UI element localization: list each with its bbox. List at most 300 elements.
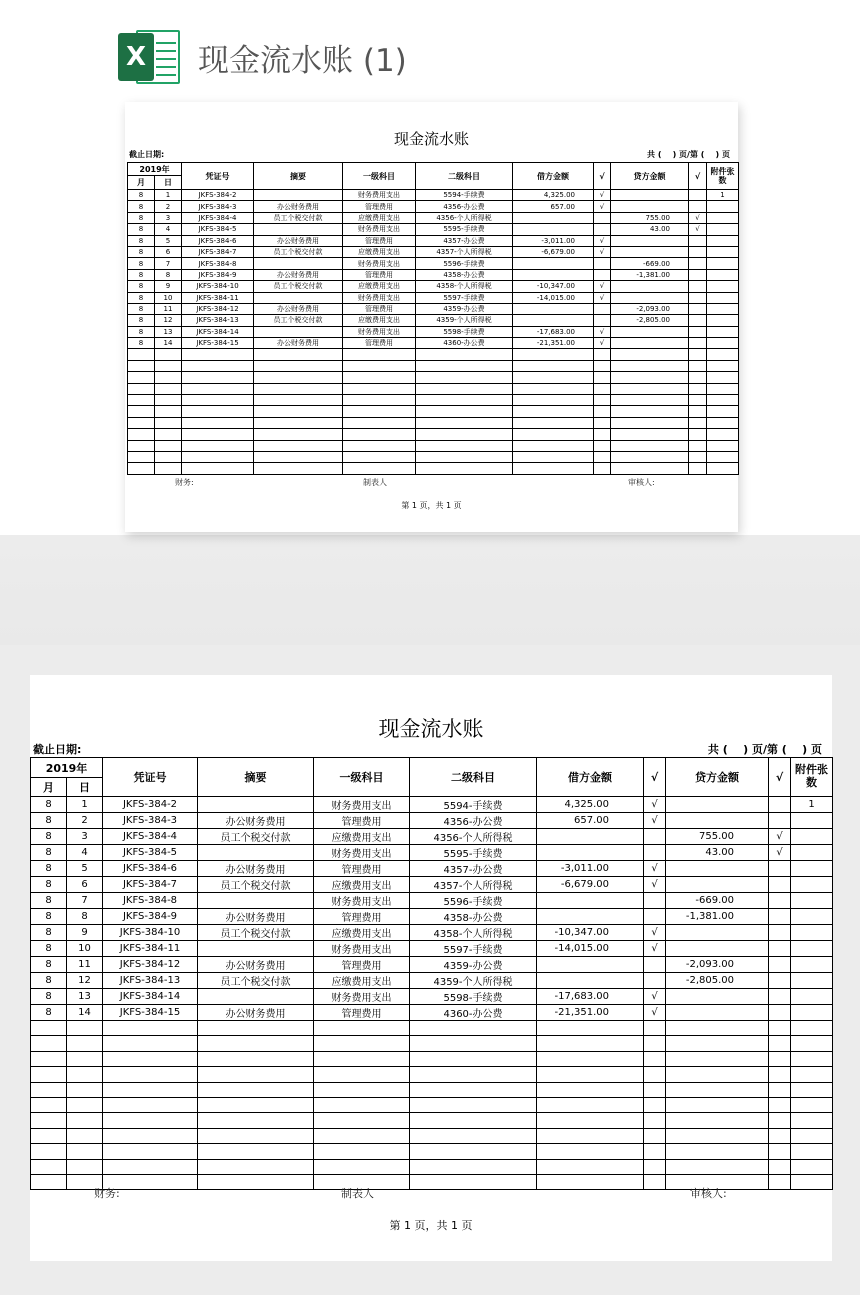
header-year: 2019年 [31, 758, 103, 778]
cutoff-date-label: 截止日期: [129, 150, 165, 159]
cell-summary: 办公财务费用 [254, 303, 343, 314]
cell-voucher: JKFS-384-11 [182, 292, 254, 303]
cell-level2: 4357-办公费 [410, 861, 537, 877]
blank-row [128, 440, 739, 451]
cell-empty [314, 1113, 410, 1128]
cell-level1: 管理费用 [314, 909, 410, 925]
cell-check2 [689, 201, 707, 212]
cell-voucher: JKFS-384-7 [103, 877, 198, 893]
cell-empty [513, 406, 594, 417]
cell-check1 [594, 303, 611, 314]
cell-check1: √ [644, 813, 666, 829]
cell-summary [254, 224, 343, 235]
cell-credit [666, 877, 769, 893]
cell-credit [611, 338, 689, 349]
table-row [31, 845, 833, 861]
cell-empty [128, 383, 155, 394]
cell-day: 14 [155, 338, 182, 349]
cell-empty [707, 406, 739, 417]
cell-empty [254, 429, 343, 440]
excel-icon: X [118, 27, 182, 87]
cell-day: 3 [155, 212, 182, 223]
cell-attach [707, 235, 739, 246]
cell-empty [31, 1097, 67, 1112]
cell-empty [791, 1067, 833, 1082]
cell-attach [707, 212, 739, 223]
cell-empty [666, 1113, 769, 1128]
cell-check2: √ [689, 212, 707, 223]
cell-empty [666, 1021, 769, 1036]
cell-debit [513, 224, 594, 235]
header-summary: 摘要 [198, 758, 314, 797]
cell-empty [594, 463, 611, 474]
cell-level1: 财务费用支出 [314, 941, 410, 957]
header-voucher: 凭证号 [103, 758, 198, 797]
cell-level2: 4358-个人所得税 [416, 281, 513, 292]
cell-check1: √ [644, 877, 666, 893]
cell-empty [103, 1097, 198, 1112]
cell-empty [198, 1113, 314, 1128]
cell-check2 [769, 877, 791, 893]
cell-empty [611, 429, 689, 440]
cell-empty [666, 1144, 769, 1159]
cell-credit: -2,805.00 [666, 973, 769, 989]
header-row-1 [31, 758, 833, 778]
cell-month: 8 [31, 925, 67, 941]
footer-reviewer: 审核人: [628, 478, 655, 487]
header-level1: 一级科目 [343, 163, 416, 190]
cell-empty [314, 1036, 410, 1051]
cell-summary [198, 893, 314, 909]
cell-month: 8 [128, 246, 155, 257]
cell-empty [611, 372, 689, 383]
cell-level2: 5595-手续费 [416, 224, 513, 235]
cell-empty [410, 1097, 537, 1112]
cutoff-date-label: 截止日期: [33, 743, 82, 756]
blank-row [31, 1082, 833, 1097]
cell-empty [791, 1021, 833, 1036]
cell-empty [791, 1097, 833, 1112]
cell-attach [791, 957, 833, 973]
cell-level1: 应缴费用支出 [314, 925, 410, 941]
cell-day: 10 [155, 292, 182, 303]
cell-empty [254, 417, 343, 428]
cell-empty [644, 1036, 666, 1051]
cell-empty [594, 383, 611, 394]
cell-empty [666, 1067, 769, 1082]
page-count-label: 共 ( ) 页/第 ( ) 页 [707, 743, 822, 756]
cell-empty [182, 372, 254, 383]
cell-empty [791, 1082, 833, 1097]
cell-credit [666, 925, 769, 941]
cell-empty [343, 372, 416, 383]
cell-empty [513, 349, 594, 360]
cell-check1: √ [594, 235, 611, 246]
cell-empty [537, 1036, 644, 1051]
cell-credit: 755.00 [666, 829, 769, 845]
cell-voucher: JKFS-384-5 [182, 224, 254, 235]
cell-empty [128, 451, 155, 462]
cell-check2 [769, 1005, 791, 1021]
cell-level1: 应缴费用支出 [343, 212, 416, 223]
cell-month: 8 [31, 1005, 67, 1021]
cell-month: 8 [128, 292, 155, 303]
cell-day: 6 [67, 877, 103, 893]
page-count-label: 共 ( ) 页/第 ( ) 页 [647, 150, 730, 159]
cell-empty [707, 440, 739, 451]
cell-attach [791, 909, 833, 925]
cell-check1 [644, 829, 666, 845]
cell-month: 8 [31, 845, 67, 861]
cell-empty [103, 1159, 198, 1174]
cell-debit: -3,011.00 [537, 861, 644, 877]
cell-debit: -21,351.00 [537, 1005, 644, 1021]
cell-credit: -2,093.00 [666, 957, 769, 973]
cell-debit: 4,325.00 [537, 797, 644, 813]
cell-empty [416, 429, 513, 440]
table-row [128, 338, 739, 349]
cell-debit: -10,347.00 [537, 925, 644, 941]
cell-day: 2 [67, 813, 103, 829]
cell-empty [182, 451, 254, 462]
cell-voucher: JKFS-384-15 [103, 1005, 198, 1021]
cell-empty [769, 1021, 791, 1036]
cell-summary: 办公财务费用 [254, 338, 343, 349]
cell-credit: -1,381.00 [611, 269, 689, 280]
cell-level2: 5598-手续费 [416, 326, 513, 337]
table-row [128, 326, 739, 337]
cell-day: 7 [67, 893, 103, 909]
blank-row [31, 1128, 833, 1143]
blank-row [128, 429, 739, 440]
cell-empty [343, 395, 416, 406]
cell-empty [31, 1113, 67, 1128]
cell-level2: 4358-办公费 [410, 909, 537, 925]
cell-empty [410, 1159, 537, 1174]
cell-empty [707, 451, 739, 462]
cell-check2: √ [769, 829, 791, 845]
cell-empty [707, 372, 739, 383]
cell-empty [155, 372, 182, 383]
cell-day: 13 [155, 326, 182, 337]
cell-check1: √ [594, 292, 611, 303]
header-level2: 二级科目 [410, 758, 537, 797]
cell-summary: 员工个税交付款 [254, 281, 343, 292]
cell-check1 [644, 957, 666, 973]
cell-empty [128, 395, 155, 406]
cell-empty [182, 429, 254, 440]
cell-empty [791, 1113, 833, 1128]
cell-check1: √ [644, 941, 666, 957]
cell-empty [31, 1144, 67, 1159]
cell-empty [644, 1159, 666, 1174]
cell-summary: 员工个税交付款 [198, 877, 314, 893]
footer-reviewer: 审核人: [690, 1187, 727, 1200]
cell-empty [343, 360, 416, 371]
cell-summary: 办公财务费用 [198, 957, 314, 973]
cell-attach [791, 877, 833, 893]
cell-month: 8 [31, 957, 67, 973]
cell-debit [537, 829, 644, 845]
table-row [128, 258, 739, 269]
cell-empty [611, 451, 689, 462]
cell-empty [769, 1174, 791, 1189]
table-row [31, 973, 833, 989]
cell-empty [769, 1113, 791, 1128]
cell-check1: √ [594, 338, 611, 349]
cell-check2 [769, 925, 791, 941]
cell-level1: 管理费用 [314, 861, 410, 877]
cell-voucher: JKFS-384-4 [103, 829, 198, 845]
cell-empty [31, 1082, 67, 1097]
cell-day: 10 [67, 941, 103, 957]
file-header [118, 27, 407, 87]
cell-empty [198, 1159, 314, 1174]
blank-row [128, 451, 739, 462]
cell-empty [689, 406, 707, 417]
cell-voucher: JKFS-384-14 [182, 326, 254, 337]
cell-check1 [644, 845, 666, 861]
cell-debit [537, 909, 644, 925]
cell-empty [611, 383, 689, 394]
table-row [31, 989, 833, 1005]
cell-check2 [769, 973, 791, 989]
table-row [128, 315, 739, 326]
cell-month: 8 [128, 326, 155, 337]
cell-voucher: JKFS-384-3 [182, 201, 254, 212]
cell-level1: 管理费用 [314, 957, 410, 973]
cell-level2: 4359-个人所得税 [416, 315, 513, 326]
cell-empty [594, 395, 611, 406]
cell-credit [666, 813, 769, 829]
cell-check2 [769, 957, 791, 973]
cell-check1: √ [594, 326, 611, 337]
cell-empty [31, 1051, 67, 1066]
cell-day: 11 [155, 303, 182, 314]
cell-empty [769, 1144, 791, 1159]
cell-debit [513, 269, 594, 280]
table-row [128, 190, 739, 201]
cell-check1: √ [594, 190, 611, 201]
cell-empty [31, 1159, 67, 1174]
cell-voucher: JKFS-384-4 [182, 212, 254, 223]
cell-day: 1 [155, 190, 182, 201]
cell-empty [128, 463, 155, 474]
table-row [128, 212, 739, 223]
cell-day: 5 [67, 861, 103, 877]
cell-empty [198, 1036, 314, 1051]
cell-check2 [769, 861, 791, 877]
cell-attach [707, 292, 739, 303]
cell-check2 [689, 258, 707, 269]
cell-credit [666, 861, 769, 877]
blank-row [128, 383, 739, 394]
cell-level1: 应缴费用支出 [343, 246, 416, 257]
cell-voucher: JKFS-384-15 [182, 338, 254, 349]
cell-credit: -669.00 [611, 258, 689, 269]
cell-level1: 管理费用 [343, 338, 416, 349]
cell-empty [67, 1036, 103, 1051]
cell-summary: 员工个税交付款 [254, 315, 343, 326]
cell-empty [198, 1051, 314, 1066]
cell-empty [791, 1159, 833, 1174]
table-row [128, 269, 739, 280]
cell-empty [537, 1067, 644, 1082]
cell-level1: 财务费用支出 [314, 989, 410, 1005]
cell-empty [182, 417, 254, 428]
cell-empty [410, 1021, 537, 1036]
footer-preparer: 制表人 [363, 478, 387, 487]
table-row [31, 909, 833, 925]
cell-month: 8 [31, 797, 67, 813]
cell-check1: √ [644, 797, 666, 813]
cell-check1 [644, 973, 666, 989]
cell-check2: √ [769, 845, 791, 861]
cell-empty [410, 1067, 537, 1082]
cell-empty [198, 1097, 314, 1112]
cell-empty [416, 372, 513, 383]
cell-empty [666, 1097, 769, 1112]
cell-voucher: JKFS-384-2 [182, 190, 254, 201]
cell-summary [198, 989, 314, 1005]
cell-level1: 应缴费用支出 [314, 877, 410, 893]
cell-debit: 4,325.00 [513, 190, 594, 201]
cell-level2: 4356-个人所得税 [410, 829, 537, 845]
cell-attach [707, 224, 739, 235]
header-check-credit: √ [689, 163, 707, 190]
cell-empty [67, 1067, 103, 1082]
cell-empty [128, 440, 155, 451]
cell-check2 [689, 303, 707, 314]
cell-empty [416, 451, 513, 462]
cell-month: 8 [128, 303, 155, 314]
cell-debit: -21,351.00 [513, 338, 594, 349]
cell-day: 2 [155, 201, 182, 212]
cell-empty [155, 406, 182, 417]
cell-empty [537, 1159, 644, 1174]
cell-level1: 管理费用 [314, 813, 410, 829]
cell-empty [769, 1067, 791, 1082]
cell-attach: 1 [791, 797, 833, 813]
header-attachments: 附件张数 [791, 758, 833, 797]
cell-level2: 4359-个人所得税 [410, 973, 537, 989]
cell-voucher: JKFS-384-13 [103, 973, 198, 989]
cell-empty [182, 440, 254, 451]
cell-summary [254, 258, 343, 269]
cell-debit: -6,679.00 [513, 246, 594, 257]
blank-row [128, 417, 739, 428]
cell-empty [182, 360, 254, 371]
table-row [128, 303, 739, 314]
cell-empty [594, 349, 611, 360]
sheet-preview-small [125, 102, 738, 532]
cell-empty [611, 417, 689, 428]
cell-voucher: JKFS-384-9 [103, 909, 198, 925]
cell-empty [594, 417, 611, 428]
cell-debit: -3,011.00 [513, 235, 594, 246]
cell-empty [410, 1144, 537, 1159]
cell-empty [128, 429, 155, 440]
cell-empty [689, 360, 707, 371]
cell-day: 8 [155, 269, 182, 280]
cell-month: 8 [31, 813, 67, 829]
cell-empty [707, 463, 739, 474]
cell-empty [769, 1159, 791, 1174]
cell-day: 14 [67, 1005, 103, 1021]
cell-empty [644, 1128, 666, 1143]
cell-day: 12 [155, 315, 182, 326]
cell-empty [707, 417, 739, 428]
cell-summary: 员工个税交付款 [198, 973, 314, 989]
table-row [31, 957, 833, 973]
cell-voucher: JKFS-384-10 [103, 925, 198, 941]
cell-check2 [689, 315, 707, 326]
cell-check2 [769, 909, 791, 925]
cell-level1: 应缴费用支出 [343, 315, 416, 326]
footer-finance: 财务: [175, 478, 194, 487]
cell-level1: 财务费用支出 [314, 797, 410, 813]
cell-day: 8 [67, 909, 103, 925]
cell-debit [513, 315, 594, 326]
cell-empty [155, 395, 182, 406]
cell-voucher: JKFS-384-8 [103, 893, 198, 909]
cell-empty [198, 1128, 314, 1143]
cell-day: 9 [67, 925, 103, 941]
cell-level2: 5595-手续费 [410, 845, 537, 861]
cell-summary: 办公财务费用 [254, 201, 343, 212]
cell-empty [103, 1113, 198, 1128]
header-debit: 借方金额 [537, 758, 644, 797]
cell-empty [769, 1097, 791, 1112]
table-row [31, 813, 833, 829]
cell-empty [254, 372, 343, 383]
preview-divider-band [0, 535, 860, 645]
cell-empty [182, 383, 254, 394]
cell-check2 [769, 989, 791, 1005]
cell-level1: 管理费用 [314, 1005, 410, 1021]
cell-voucher: JKFS-384-8 [182, 258, 254, 269]
cell-check1: √ [594, 281, 611, 292]
cell-attach [707, 281, 739, 292]
ledger-table [127, 162, 739, 475]
header-check-debit: √ [594, 163, 611, 190]
cell-level2: 5596-手续费 [410, 893, 537, 909]
cell-day: 12 [67, 973, 103, 989]
cell-empty [644, 1097, 666, 1112]
cell-empty [537, 1097, 644, 1112]
cell-empty [416, 406, 513, 417]
cell-credit: -2,805.00 [611, 315, 689, 326]
cell-empty [611, 463, 689, 474]
cell-empty [103, 1128, 198, 1143]
cell-credit [666, 1005, 769, 1021]
cell-level2: 4357-办公费 [416, 235, 513, 246]
blank-row [31, 1144, 833, 1159]
cell-empty [31, 1067, 67, 1082]
cell-check1: √ [594, 246, 611, 257]
header-day: 日 [67, 778, 103, 797]
cell-month: 8 [31, 829, 67, 845]
cell-voucher: JKFS-384-13 [182, 315, 254, 326]
cell-level1: 财务费用支出 [343, 190, 416, 201]
cell-empty [103, 1067, 198, 1082]
cell-check2: √ [689, 224, 707, 235]
cell-empty [155, 429, 182, 440]
table-row [31, 797, 833, 813]
cell-empty [128, 406, 155, 417]
cell-empty [314, 1051, 410, 1066]
cell-empty [611, 360, 689, 371]
